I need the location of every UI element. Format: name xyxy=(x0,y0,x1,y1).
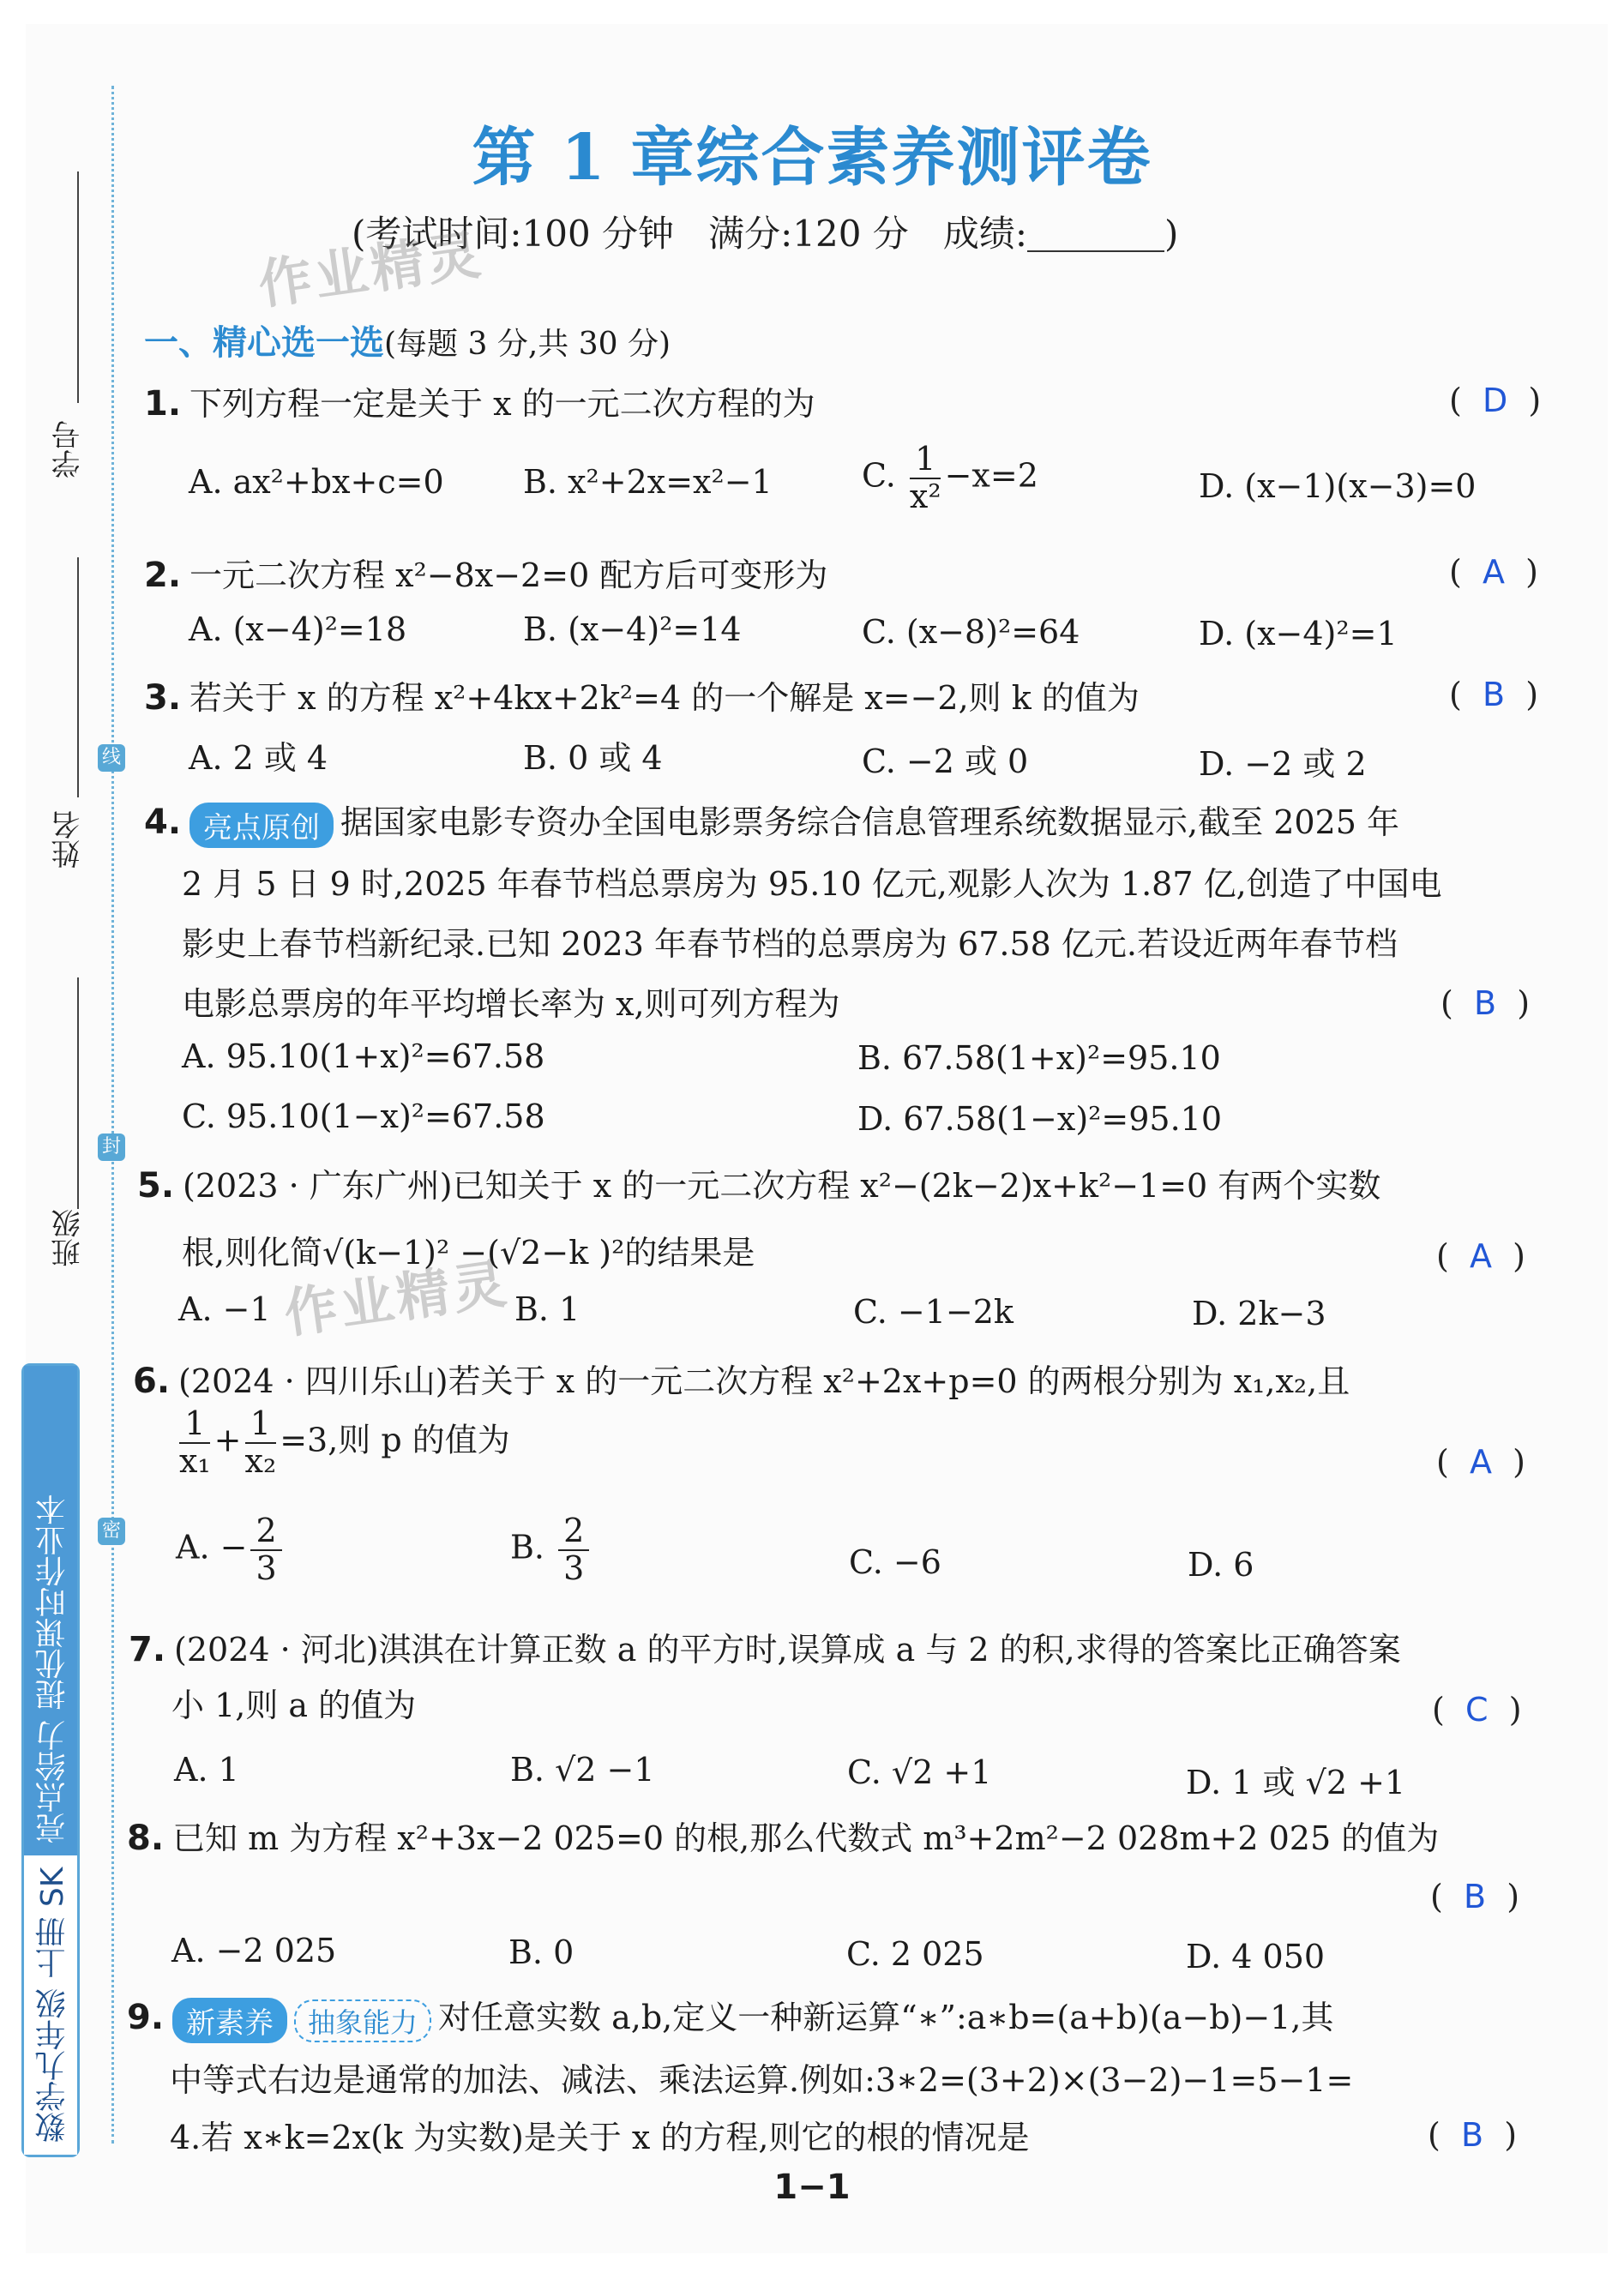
score-blank xyxy=(1027,221,1164,252)
question-number: 4. xyxy=(144,803,182,842)
answer-letter: C xyxy=(1465,1691,1489,1729)
option-a: A. −1 xyxy=(178,1290,271,1328)
option-a: A. 2 或 4 xyxy=(189,739,328,777)
option-d: D. 2k−3 xyxy=(1192,1295,1326,1332)
stem-rest: =3,则 p 的值为 xyxy=(280,1421,510,1459)
option-c: C. 2 025 xyxy=(846,1935,984,1973)
book-label: 数学九年级 上册 SK xyxy=(24,1855,77,2155)
stem-text: 据国家电影专资办全国电影票务综合信息管理系统数据显示,截至 2025 年 xyxy=(340,803,1399,841)
stem-text: 电影总票房的年平均增长率为 x,则可列方程为 xyxy=(182,985,840,1023)
class-label: 班级 xyxy=(51,1209,86,1267)
question-stem xyxy=(137,1159,1380,1206)
option-c-prefix: C. xyxy=(862,456,896,495)
question-number: 3. xyxy=(144,678,182,718)
question-stem xyxy=(129,1623,1401,1670)
page-title: 第 1 章综合素养测评卷 xyxy=(472,121,1152,195)
option-c: C. (x−8)²=64 xyxy=(862,613,1080,651)
fraction-den: x₂ xyxy=(244,1441,277,1480)
stem-text: 根,则化简√(k−1)² −(√2−k )²的结果是 xyxy=(182,1234,755,1272)
fraction-num: 1 xyxy=(245,1406,276,1444)
highlight-tag: 新素养 xyxy=(172,1998,287,2043)
option-b: B. √2 −1 xyxy=(510,1751,655,1789)
stem-text: 一元二次方程 x²−8x−2=0 配方后可变形为 xyxy=(189,556,828,594)
answer-letter: A xyxy=(1469,1443,1492,1481)
exam-info-text: (考试时间:100 分钟 满分:120 分 成绩: xyxy=(352,213,1027,255)
fraction-num: 1 xyxy=(179,1406,210,1444)
option-d: D. 6 xyxy=(1188,1546,1254,1584)
fraction xyxy=(910,442,941,515)
answer-letter: B xyxy=(1460,2116,1484,2154)
option-c-rest: −x=2 xyxy=(944,456,1038,495)
answer-slot: ( B ) xyxy=(1428,2116,1518,2154)
question-number: 5. xyxy=(137,1166,175,1206)
stem-text: 4.若 x∗k=2x(k 为实数)是关于 x 的方程,则它的根的情况是 xyxy=(170,2119,1030,2156)
fraction-den: 3 xyxy=(563,1548,585,1587)
fraction-num: 1 xyxy=(910,442,941,479)
seal-seal-mark: 封 xyxy=(98,1133,125,1161)
fraction xyxy=(558,1513,589,1587)
answer-slot: ( A ) xyxy=(1436,1237,1525,1275)
option-d: D. 67.58(1−x)²=95.10 xyxy=(857,1100,1223,1138)
answer-slot: ( D ) xyxy=(1449,382,1542,419)
fraction-den: 3 xyxy=(256,1548,277,1587)
option-c: C. √2 +1 xyxy=(847,1753,992,1791)
watermark: 作业精灵 xyxy=(280,1251,514,1345)
stem-text: 已知 m 为方程 x²+3x−2 025=0 的根,那么代数式 m³+2m²−2 028m+2 025 的值为 xyxy=(172,1819,1440,1857)
brand-label: 亮点给力 提优课时作业本 xyxy=(24,1366,77,1855)
answer-slot: ( A ) xyxy=(1436,1443,1525,1481)
stem-text: 中等式右边是通常的加法、减法、乘法运算.例如:3∗2=(3+2)×(3−2)−1=5−1= xyxy=(170,2061,1354,2099)
question-stem xyxy=(133,1355,1350,1402)
question-stem xyxy=(144,549,827,596)
option-a xyxy=(176,1513,286,1587)
student-no-line xyxy=(77,171,79,403)
question-stem xyxy=(127,1991,1333,2043)
fraction xyxy=(250,1513,281,1587)
question-stem xyxy=(144,377,815,424)
student-no-label: 学号 xyxy=(51,420,86,478)
section-note: (每题 3 分,共 30 分) xyxy=(384,327,671,362)
option-d: D. 4 050 xyxy=(1186,1938,1326,1975)
seal-close-mark: 密 xyxy=(98,1518,125,1545)
option-a-prefix: A. − xyxy=(176,1528,248,1566)
highlight-tag: 亮点原创 xyxy=(189,803,334,848)
watermark: 作业精灵 xyxy=(254,222,488,316)
exam-info-close: ) xyxy=(1164,213,1179,255)
option-a: A. 1 xyxy=(174,1751,239,1789)
fraction xyxy=(179,1406,211,1480)
answer-letter: B xyxy=(1473,984,1497,1022)
ability-tag: 抽象能力 xyxy=(294,1999,431,2042)
question-number: 7. xyxy=(129,1630,166,1669)
fraction-num: 2 xyxy=(250,1513,281,1551)
stem-text: 对任意实数 a,b,定义一种新运算“∗”:a∗b=(a+b)(a−b)−1,其 xyxy=(438,1999,1334,2036)
answer-letter: A xyxy=(1482,553,1505,591)
page-number: 1−1 xyxy=(773,2168,851,2207)
option-b: B. 0 或 4 xyxy=(523,739,663,777)
stem-text: (2024 · 四川乐山)若关于 x 的一元二次方程 x²+2x+p=0 的两根分别为 x₁,x₂,且 xyxy=(178,1362,1350,1400)
question-number: 6. xyxy=(133,1362,171,1401)
stem-text: 小 1,则 a 的值为 xyxy=(171,1687,417,1724)
name-line xyxy=(77,557,79,797)
option-a: A. −2 025 xyxy=(171,1932,337,1969)
class-line xyxy=(77,977,79,1209)
answer-letter: B xyxy=(1463,1878,1487,1915)
answer-slot: ( B ) xyxy=(1449,676,1539,713)
seal-line-mark: 线 xyxy=(98,744,125,772)
option-b: B. 1 xyxy=(514,1290,580,1328)
section-title: 一、精心选一选 xyxy=(144,323,384,363)
answer-slot: ( B ) xyxy=(1430,1878,1520,1915)
stem-text: (2024 · 河北)淇淇在计算正数 a 的平方时,误算成 a 与 2 的积,求得的答案比正确答案 xyxy=(174,1631,1401,1669)
option-b-prefix: B. xyxy=(510,1528,545,1566)
fraction xyxy=(245,1406,277,1480)
answer-slot: ( A ) xyxy=(1449,553,1538,591)
option-d: D. (x−4)²=1 xyxy=(1199,615,1398,652)
fraction-den: x² xyxy=(909,477,941,515)
option-a: A. (x−4)²=18 xyxy=(189,610,407,648)
option-c: C. −2 或 0 xyxy=(862,743,1029,780)
question-number: 1. xyxy=(144,384,182,424)
question-stem xyxy=(144,671,1140,719)
question-stem xyxy=(127,1812,1439,1859)
answer-letter: D xyxy=(1482,382,1508,419)
answer-slot: ( C ) xyxy=(1432,1691,1522,1729)
option-b: B. 0 xyxy=(508,1933,574,1971)
option-a: A. 95.10(1+x)²=67.58 xyxy=(182,1037,545,1075)
binding-dashed-line xyxy=(111,86,114,2144)
answer-letter: A xyxy=(1469,1237,1492,1275)
section-heading xyxy=(144,316,671,364)
stem-text: 若关于 x 的方程 x²+4kx+2k²=4 的一个解是 x=−2,则 k 的值为 xyxy=(189,679,1140,717)
option-c: C. −1−2k xyxy=(853,1293,1013,1331)
question-number: 9. xyxy=(127,1998,165,2037)
option-d: D. (x−1)(x−3)=0 xyxy=(1199,467,1477,505)
answer-slot: ( B ) xyxy=(1441,984,1531,1022)
series-label xyxy=(21,1363,80,2157)
stem-text: $\frac{1}{\text{x₁}}$ + $\frac{1}{\text{x₂}}$ =3,则 p 的值为 xyxy=(179,1404,510,1480)
stem-text: (2023 · 广东广州)已知关于 x 的一元二次方程 x²−(2k−2)x+k²−1=0 有两个实数 xyxy=(183,1167,1381,1205)
option-d: D. 1 或 √2 +1 xyxy=(1186,1764,1406,1801)
answer-letter: B xyxy=(1482,676,1506,713)
question-number: 8. xyxy=(127,1819,165,1858)
option-c: C. 95.10(1−x)²=67.58 xyxy=(182,1097,545,1135)
option-c: C. −6 xyxy=(849,1543,941,1581)
stem-text: 影史上春节档新纪录.已知 2023 年春节档的总票房为 67.58 亿元.若设近两年春节档 xyxy=(182,925,1398,963)
name-label: 姓名 xyxy=(51,810,86,869)
option-a: A. ax²+bx+c=0 xyxy=(189,463,444,501)
question-stem xyxy=(144,796,1399,848)
stem-text: 下列方程一定是关于 x 的一元二次方程的为 xyxy=(189,385,815,423)
option-b: B. x²+2x=x²−1 xyxy=(523,463,773,501)
option-c xyxy=(862,442,1038,515)
stem-text: 2 月 5 日 9 时,2025 年春节档总票房为 95.10 亿元,观影人次为 1.87 亿,创造了中国电 xyxy=(182,865,1442,903)
option-b xyxy=(510,1513,592,1587)
fraction-num: 2 xyxy=(558,1513,589,1551)
option-b: B. (x−4)²=14 xyxy=(523,610,742,648)
option-b: B. 67.58(1+x)²=95.10 xyxy=(857,1039,1221,1077)
fraction-den: x₁ xyxy=(179,1441,211,1480)
option-d: D. −2 或 2 xyxy=(1199,745,1367,783)
question-number: 2. xyxy=(144,556,182,595)
